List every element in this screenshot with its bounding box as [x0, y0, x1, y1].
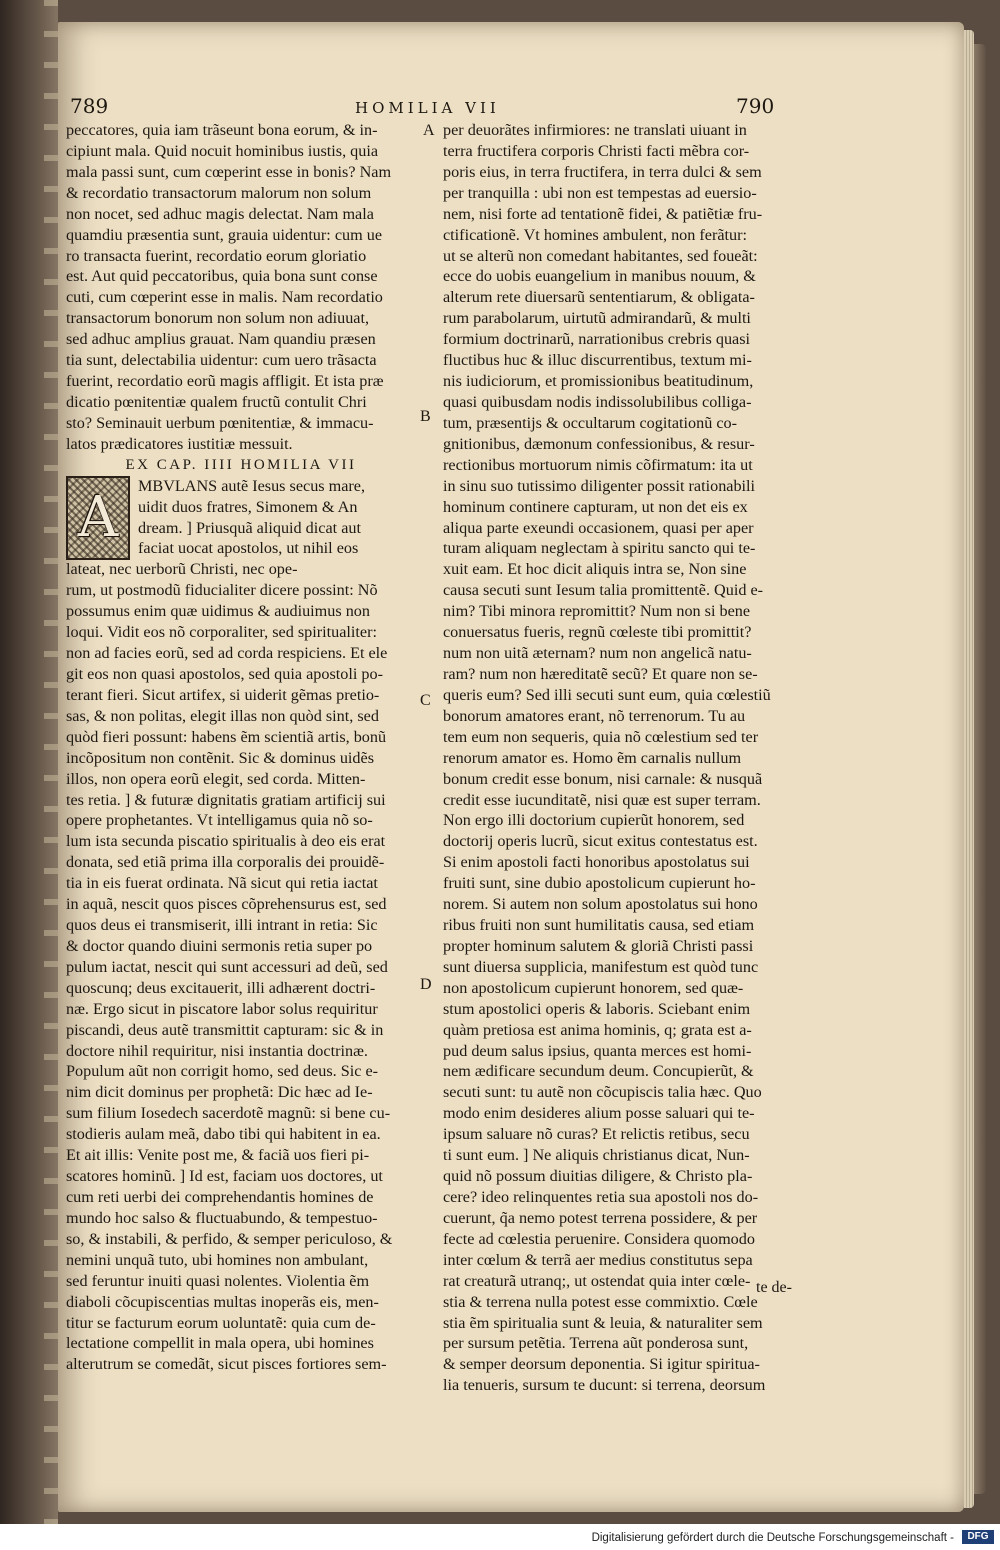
text-line: illos, non opera eorũ elegit, sed corda. Mitten- [66, 769, 366, 788]
text-line: terra fructifera corporis Christi facti mẽbra cor- [443, 141, 750, 160]
text-line: cuerunt, q̃a nemo potest terrena possidere, & per [443, 1208, 758, 1227]
text-line: stia ẽm spiritualia sunt & leuia, & naturaliter sem [443, 1313, 763, 1332]
text-line: est. Aut quid peccatoribus, quia bona sunt conse [66, 267, 378, 286]
text-line: sum filium Iosedech sacerdotẽ magnũ: si bene cu- [66, 1104, 391, 1123]
text-line: stodieris aulam meã, dabo tibi qui habitent in ea. [66, 1125, 381, 1144]
text-line: aliqua parte exeundi occasionem, quasi per aper [443, 518, 754, 537]
book-spine-left-page [0, 0, 58, 1524]
text-line: lateat, nec uerborũ Christi, nec ope- [66, 560, 298, 579]
section-heading: EX CAP. IIII HOMILIA VII [125, 456, 357, 473]
text-line: quoscunq; deus excitauerit, illi adhærent doctri- [66, 978, 376, 997]
text-line: hominum continere capturam, ut non det eis ex [443, 497, 748, 516]
text-line: num non uitã æternam? num non angelicã natu- [443, 644, 752, 663]
text-line: sunt diuersa supplicia, manifestum est quòd tunc [443, 957, 759, 976]
text-line: ctificationẽ. Vt homines ambulent, non ferãtur: [443, 225, 748, 244]
text-line: renorum amator es. Homo ẽm carnalis nullum [443, 748, 742, 767]
decorated-initial [66, 476, 130, 560]
text-line: causa secuti sunt Iesum talia promittentẽ. Quid e- [443, 581, 764, 600]
text-line: possumus enim quæ uidimus & audiuimus non [66, 602, 370, 621]
text-line: per sursum petẽtia. Terrena aũt ponderosa sunt, [443, 1334, 749, 1353]
decorated-initial-block [66, 476, 416, 560]
text-line: nis iudiciorum, et promissionibus beatitudinum, [443, 372, 754, 391]
text-line: cere? ideo relinquentes retia sua apostoli nos do- [443, 1188, 759, 1207]
text-line: ram? num non hæreditatẽ secũ? Et quare non se- [443, 664, 758, 683]
text-line: quos deus ei transmiserit, illi intrant in retia: Sic [66, 916, 378, 935]
text-line: fuerint, recordatio eorũ magis affligit. Et ista præ [66, 372, 384, 391]
catchword: te de- [756, 1279, 792, 1296]
text-line: bonorum amatores erant, nõ terrenorum. Tu au [443, 706, 746, 725]
text-line: credit esse iucunditatẽ, nisi quæ est super terram. [443, 790, 761, 809]
text-line: lectatione compellit in mala opera, ubi homines [66, 1334, 374, 1353]
text-line: queris eum? Sed illi secuti sunt eum, quia cœlestiũ [443, 685, 771, 704]
text-line: alterutrum se comedãt, sicut pisces fortiores sem- [66, 1355, 387, 1374]
text-line: & doctor quando diuini sermonis retia super po [66, 936, 373, 955]
text-line: dicatio pœnitentiæ qualem fructũ contulit Chri [66, 392, 367, 411]
margin-marker-a: A [423, 122, 435, 139]
text-line: næ. Ergo sicut in piscatore labor solus requiritur [66, 999, 378, 1018]
text-line: turam aliquam neglectam à spiritu sancto qui te- [443, 539, 756, 558]
text-line: MBVLANS autẽ Iesus secus mare, [138, 476, 366, 495]
text-line: ecce do uobis euangelium in manibus nouum, & [443, 267, 756, 286]
text-line: conuersatus fueris, regnũ cœleste tibi promittit? [443, 623, 752, 642]
page-edges [964, 30, 974, 1508]
text-line: peccatores, quia iam trãseunt bona eorum, & in- [66, 121, 378, 139]
text-line: & recordatio transactorum malorum non solum [66, 183, 372, 202]
text-line: diaboli cõcupiscentias multas inoperãs eis, men- [66, 1292, 379, 1311]
text-line: cipiunt mala. Quid nocuit hominibus iustis, quia [66, 141, 379, 160]
text-line: pulum iactat, nescit qui sunt accessuri ad deũ, sed [66, 957, 388, 976]
page-number-right: 790 [736, 94, 775, 118]
text-line: rat creaturã utranq;, ut ostendat quia inter cœle- [443, 1271, 751, 1290]
text-line: cuti, cum cœperint esse in malis. Nam recordatio [66, 288, 383, 307]
text-line: nemini unquã tuto, ubi homines non ambulant, [66, 1250, 369, 1269]
text-line: lia tenueris, sursum te ducunt: si terrena, deorsum [443, 1376, 766, 1395]
book-cover-edge [974, 44, 986, 1494]
text-line: non ad facies eorũ, sed ad corda respiciens. Et ele [66, 644, 388, 663]
text-line: non apostolicum cupierunt honorem, sed quæ- [443, 978, 744, 997]
text-line: sas, & non politas, elegit illas non quòd sint, sed [66, 706, 379, 725]
text-line: xuit eam. Et hoc dicit aliquis intra se, Non sine [443, 560, 747, 579]
text-line: rum parabolarum, uirtutũ admirandarũ, & multi [443, 309, 751, 328]
text-line: quasi quibusdam nodis indissolubilibus colliga- [443, 392, 752, 411]
text-line: sed adhuc amplius grauat. Nam quandiu præsen [66, 330, 376, 349]
text-line: Non ergo illi doctorium cupierũt honorem, sed [443, 811, 745, 830]
text-line: nim dicit dominus per prophetã: Dic hæc ad Ie- [66, 1083, 373, 1102]
text-line: quid nõ possum diuitias diligere, & Christo pla- [443, 1167, 753, 1186]
text-line: quòd fieri possunt: habens ẽm scientiã artis, bonũ [66, 727, 387, 746]
page-number-left: 789 [70, 94, 109, 118]
text-line: donata, sed etiã prima illa corporalis dei prouidẽ- [66, 853, 385, 872]
text-line: norem. Si autem non solum apostolatus sui hono [443, 895, 758, 914]
initial-letter: A [77, 484, 119, 550]
text-line: sed feruntur inuiti quasi nolentes. Violentia ẽm [66, 1271, 370, 1290]
text-line: ipsum saluare nõ curas? Et relictis retibus, secu [443, 1125, 750, 1144]
digitization-credit: Digitalisierung gefördert durch die Deutsche Forschungsgemeinschaft - [591, 1532, 954, 1544]
text-line: ribus fruiti non sunt humilitatis causa, sed etiam [443, 916, 755, 935]
text-line: doctore nihil requiritur, nisi instantia doctrinæ. [66, 1041, 368, 1060]
text-line: poris eius, in terra fructifera, in terra dulci & sem [443, 162, 762, 181]
text-line: rectionibus mortuorum nimis cõfirmatum: ita ut [443, 455, 753, 474]
text-line: non nocet, sed adhuc magis delectat. Nam mala [66, 204, 374, 223]
text-line: cum reti uerbi dei comprehendantis homines de [66, 1188, 374, 1207]
text-line: doctorij operis lucrũ, sicut exitus contestatus est. [443, 832, 758, 851]
text-line: incõpositum non contẽnit. Sic & dominus uidẽs [66, 748, 374, 767]
text-line: stum apostolici operis & laboris. Sciebant enim [443, 999, 751, 1018]
text-line: quamdiu præsentia sunt, grauia uidentur: cum ue [66, 225, 383, 244]
text-line: per tranquilla : ubi non est tempestas ad euersio- [443, 183, 757, 202]
text-line: so, & instabili, & perfido, & semper periculoso, & [66, 1229, 393, 1248]
text-line: ut se alterũ non comedant habitantes, sed foueãt: [443, 246, 758, 265]
text-line: & semper deorsum deponentia. Si igitur spiritua- [443, 1355, 760, 1374]
text-line: mundo hoc salso & fluctuabundo, & tempestuo- [66, 1208, 378, 1227]
text-line: lum ista secunda piscatio spiritualis à deo eis erat [66, 832, 386, 851]
left-text-column [66, 120, 416, 1375]
text-line: bonum credit esse bonum, nisi carnale: & nusquã [443, 769, 763, 788]
text-line: gnitionibus, dæmonum confessionibus, & resur- [443, 434, 755, 453]
text-line: git eos non quasi apostolos, sed quia apostoli po- [66, 664, 383, 683]
text-line: dream. ] Priusquã aliquid dicat aut [138, 518, 361, 537]
text-line: tia in eis fuerat ordinata. Nã sicut qui retia iactat [66, 874, 378, 893]
text-line: quàm pretiosa est anima hominis, q; grata est a- [443, 1020, 752, 1039]
text-line: titur se facturum eorum uoluntatẽ: quia cum de- [66, 1313, 376, 1332]
text-line: inter cœlum & terrã aer medius constitutus sepa [443, 1250, 753, 1269]
text-line: tem eum non sequeris, quia nõ cœlestium sed ter [443, 727, 759, 746]
text-line: loqui. Vidit eos nõ corporaliter, sed spiritualiter: [66, 623, 377, 642]
text-line: nem, nisi forte ad tentationẽ fidei, & patiẽtiæ fru- [443, 204, 763, 223]
text-line: alterum rete diuersarũ sententiarum, & obligata- [443, 288, 755, 307]
running-title: HOMILIA VII [355, 99, 500, 117]
text-line: in sinu suo tutissimo diligenter possit rationabili [443, 476, 756, 495]
text-line: per deuorãtes infirmiores: ne translati uiuant in [443, 121, 747, 139]
text-line: uidit duos fratres, Simonem & An [138, 497, 358, 516]
text-line: tia sunt, delectabilia uidentur: cum uero trãsacta [66, 351, 377, 370]
text-line: tum, præsentijs & occultarum cogitationũ co- [443, 413, 738, 432]
text-line: fluctibus huc & illuc discurrentibus, textum mi- [443, 351, 752, 370]
text-line: fecte ad cœlestia peruenire. Considera quomodo [443, 1229, 755, 1248]
text-line: mala passi sunt, cum cœperint esse in bonis? Nam [66, 162, 392, 181]
margin-marker-d: D [420, 976, 432, 993]
text-line: ti sunt eum. ] Ne aliquis christianus dicat, Nun- [443, 1146, 750, 1165]
text-line: piscandi, deus autẽ transmittit capturam: sic & in [66, 1020, 384, 1039]
text-line: stia & terrena nulla potest esse commixtio. Cœle [443, 1292, 758, 1311]
text-line: tes retia. ] & futuræ dignitatis gratiam artificij sui [66, 790, 386, 809]
text-line: scatores hominũ. ] Id est, faciam uos doctores, ut [66, 1167, 383, 1186]
text-line: nim? Tibi minora repromittit? Num non si bene [443, 602, 751, 621]
text-line: pud deum salus ipsius, quanta merces est homi- [443, 1041, 752, 1060]
text-line: transactorum bonorum non solum non adiuuat, [66, 309, 370, 328]
text-line: modo enim desideres alium posse saluari qui te- [443, 1104, 755, 1123]
text-line: nem ædificare secundum deum. Concupierũt, & [443, 1062, 754, 1081]
text-line: sto? Seminauit uerbum pœnitentiæ, & immacu- [66, 413, 374, 432]
text-line: in aquã, nescit quos pisces cõprehensurus est, sed [66, 895, 387, 914]
text-line: latos prædicatores iustitiæ messuit. [66, 434, 293, 453]
text-line: terant fieri. Sicut artifex, si uiderit gẽmas pretio- [66, 685, 380, 704]
text-line: Si enim apostoli facti honoribus apostolatus sui [443, 853, 750, 872]
text-line: faciat uocat apostolos, ut nihil eos [138, 539, 359, 558]
margin-marker-b: B [420, 408, 431, 425]
text-line: Et ait illis: Venite post me, & faciã uos fieri pi- [66, 1146, 370, 1165]
text-line: propter hominum salutem & gloriã Christi passi [443, 936, 754, 955]
text-line: secuti sunt: tu autẽ non cõcupiscis talia hæc. Quo [443, 1083, 762, 1102]
dfg-logo: DFG [962, 1530, 994, 1544]
text-line: opere prophetantes. Vt intelligamus quia nõ so- [66, 811, 373, 830]
text-line: ro transacta fuerint, recordatio eorum gloriatio [66, 246, 367, 265]
right-text-column [443, 120, 793, 1396]
text-line: rum, ut postmodũ fiducialiter dicere possint: Nõ [66, 581, 378, 600]
margin-marker-c: C [420, 692, 431, 709]
text-line: Populum aũt non corrigit homo, sed deus. Sic e- [66, 1062, 379, 1081]
text-line: fruiti sunt, sine dubio apostolicum cupierunt ho- [443, 874, 756, 893]
text-line: formium doctrinarũ, narrationibus crebris quasi [443, 330, 751, 349]
facing-page-edge [44, 0, 58, 1524]
